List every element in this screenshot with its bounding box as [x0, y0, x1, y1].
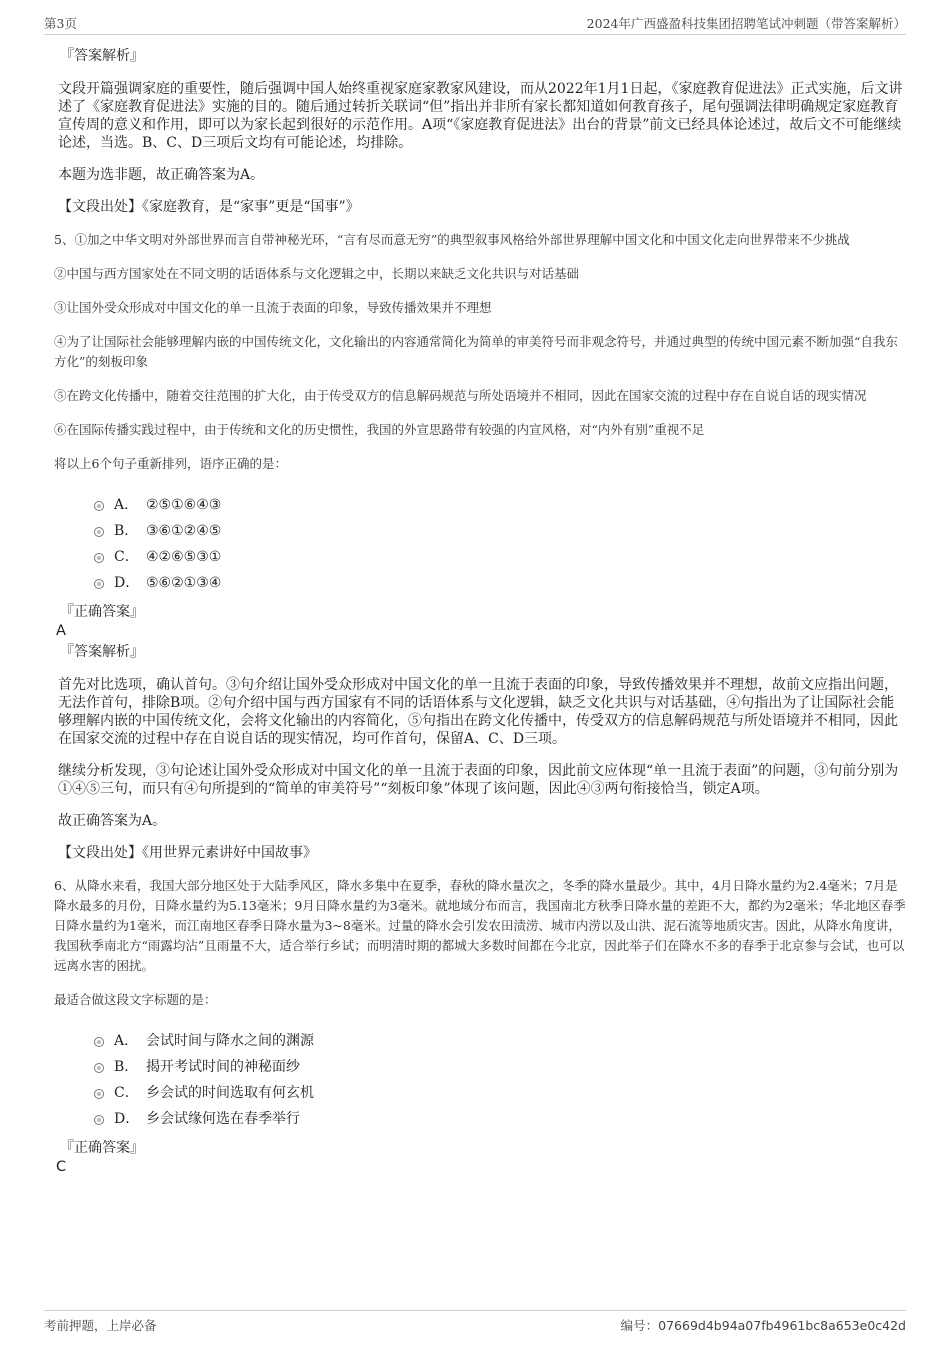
radio-icon[interactable] [94, 553, 104, 563]
q5-analysis-label: 『答案解析』 [60, 644, 144, 660]
q5-stem: 5、①加之中华文明对外部世界而言自带神秘光环，“言有尽而意无穷”的典型叙事风格给外部世界理解中国文化和中国文化走向世界带来不少挑战 [54, 232, 850, 247]
q5-option-c[interactable]: C． ④②⑥⑤③① [94, 544, 906, 570]
q5-prompt: 将以上6个句子重新排列，语序正确的是： [54, 456, 287, 471]
document-title: 2024年广西盛盈科技集团招聘笔试冲刺题（带答案解析） [586, 16, 906, 31]
document-body [52, 46, 906, 1176]
q5-sentence-6: ⑥在国际传播实践过程中，由于传统和文化的历史惯性，我国的外宣思路带有较强的内宣风格，对“内外有别”重视不足 [54, 422, 705, 437]
q5-source: 【文段出处】《用世界元素讲好中国故事》 [58, 845, 317, 861]
footer-slogan: 考前押题，上岸必备 [44, 1318, 157, 1333]
q6-correct-label: 『正确答案』 [60, 1140, 144, 1156]
radio-icon[interactable] [94, 527, 104, 537]
page-header [44, 14, 906, 35]
prev-source: 【文段出处】《家庭教育，是“家事”更是“国事”》 [58, 199, 360, 215]
q6-answer: C [56, 1159, 67, 1175]
radio-icon[interactable] [94, 1037, 104, 1047]
radio-icon[interactable] [94, 1115, 104, 1125]
q5-options [94, 492, 906, 596]
q6-prompt: 最适合做这段文字标题的是： [54, 992, 217, 1007]
q5-analysis-1: 首先对比选项，确认首句。③句介绍让国外受众形成对中国文化的单一且流于表面的印象，导致传播效果并不理想，故前文应指出问题，无法作首句，排除B项。②句介绍中国与西方国家有不同的话语体系与文化逻辑，缺乏文化共识与对话基础，④句指出为了让国际社会能够理解内嵌的中国传统文化，会将文化输出的内容简化，⑤句指出在跨文化传播中，传受双方的信息解码规范与所处语境并不相同，因此在国家交流的过程中存在自说自话的现实情况，均可作首句，保留A、C、D三项。 [58, 677, 898, 747]
prev-analysis-label: 『答案解析』 [60, 48, 144, 64]
q6-option-c[interactable]: C． 乡会试的时间选取有何玄机 [94, 1080, 906, 1106]
q5-option-b[interactable]: B． ③⑥①②④⑤ [94, 518, 906, 544]
q5-option-a[interactable]: A． ②⑤①⑥④③ [94, 492, 906, 518]
code-label: 编号： [620, 1318, 659, 1333]
q6-option-d[interactable]: D． 乡会试缘何选在春季举行 [94, 1106, 906, 1132]
q5-option-d[interactable]: D． ⑤⑥②①③④ [94, 570, 906, 596]
q5-sentence-4: ④为了让国际社会能够理解内嵌的中国传统文化，文化输出的内容通常简化为简单的审美符号而非观念符号，并通过典型的传统中国元素不断加强“自我东方化”的刻板印象 [54, 334, 898, 369]
q5-answer: A [56, 623, 66, 639]
q5-conclusion: 故正确答案为A。 [58, 813, 167, 829]
radio-icon[interactable] [94, 1063, 104, 1073]
radio-icon[interactable] [94, 1089, 104, 1099]
q6-options [94, 1028, 906, 1132]
q6-option-b[interactable]: B． 揭开考试时间的神秘面纱 [94, 1054, 906, 1080]
page-footer [44, 1310, 906, 1335]
q6-option-a[interactable]: A． 会试时间与降水之间的渊源 [94, 1028, 906, 1054]
q5-analysis-2: 继续分析发现，③句论述让国外受众形成对中国文化的单一且流于表面的印象，因此前文应体现“单一且流于表面”的问题，③句前分别为①④⑤三句，而只有④句所提到的“简单的审美符号”“刻板印象”体现了该问题，因此④③两句衔接恰当，锁定A项。 [58, 763, 899, 797]
q5-sentence-3: ③让国外受众形成对中国文化的单一且流于表面的印象，导致传播效果并不理想 [54, 300, 492, 315]
document-code [621, 1316, 906, 1334]
page-number: 第3页 [44, 16, 77, 31]
prev-conclusion: 本题为选非题，故正确答案为A。 [58, 167, 265, 183]
q5-correct-label: 『正确答案』 [60, 604, 144, 620]
radio-icon[interactable] [94, 579, 104, 589]
radio-icon[interactable] [94, 501, 104, 511]
q6-stem: 6、从降水来看，我国大部分地区处于大陆季风区，降水多集中在夏季，春秋的降水量次之，冬季的降水量最少。其中，4月日降水量约为2.4毫米；7月是降水最多的月份，日降水量约为5.13毫米；9月日降水量约为3毫米。就地域分布而言，我国南北方秋季日降水量的差距不大，都约为2毫米；华北地区春季日降水量约为1毫米，而江南地区春季日降水量为3~8毫米。过量的降水会引发农田渍涝、城市内涝以及山洪、泥石流等地质灾害。因此，从降水角度讲，我国秋季南北方“雨露均沾”且雨量不大，适合举行乡试；而明清时期的都城大多数时间都在今北京，因此举子们在降水不多的春季于北京参与会试，也可以远离水害的困扰。 [54, 878, 906, 973]
q5-sentence-2: ②中国与西方国家处在不同文明的话语体系与文化逻辑之中，长期以来缺乏文化共识与对话基础 [54, 266, 580, 281]
prev-analysis-text: 文段开篇强调家庭的重要性，随后强调中国人始终重视家庭家教家风建设，而从2022年1月1日起，《家庭教育促进法》正式实施，后文讲述了《家庭教育促进法》实施的目的。随后通过转折关联词“但”指出并非所有家长都知道如何教育孩子，尾句强调法律明确规定家庭教育宣传周的意义和作用，即可以为家长起到很好的示范作用。A项“《家庭教育促进法》出台的背景”前文已经具体论述过，故后文不可能继续论述，当选。B、C、D三项后文均有可能论述，均排除。 [58, 81, 903, 151]
q5-sentence-5: ⑤在跨文化传播中，随着交往范围的扩大化，由于传受双方的信息解码规范与所处语境并不相同，因此在国家交流的过程中存在自说自话的现实情况 [54, 388, 867, 403]
code-value: 07669d4b94a07fb4961bc8a653e0c42d [658, 1318, 906, 1333]
